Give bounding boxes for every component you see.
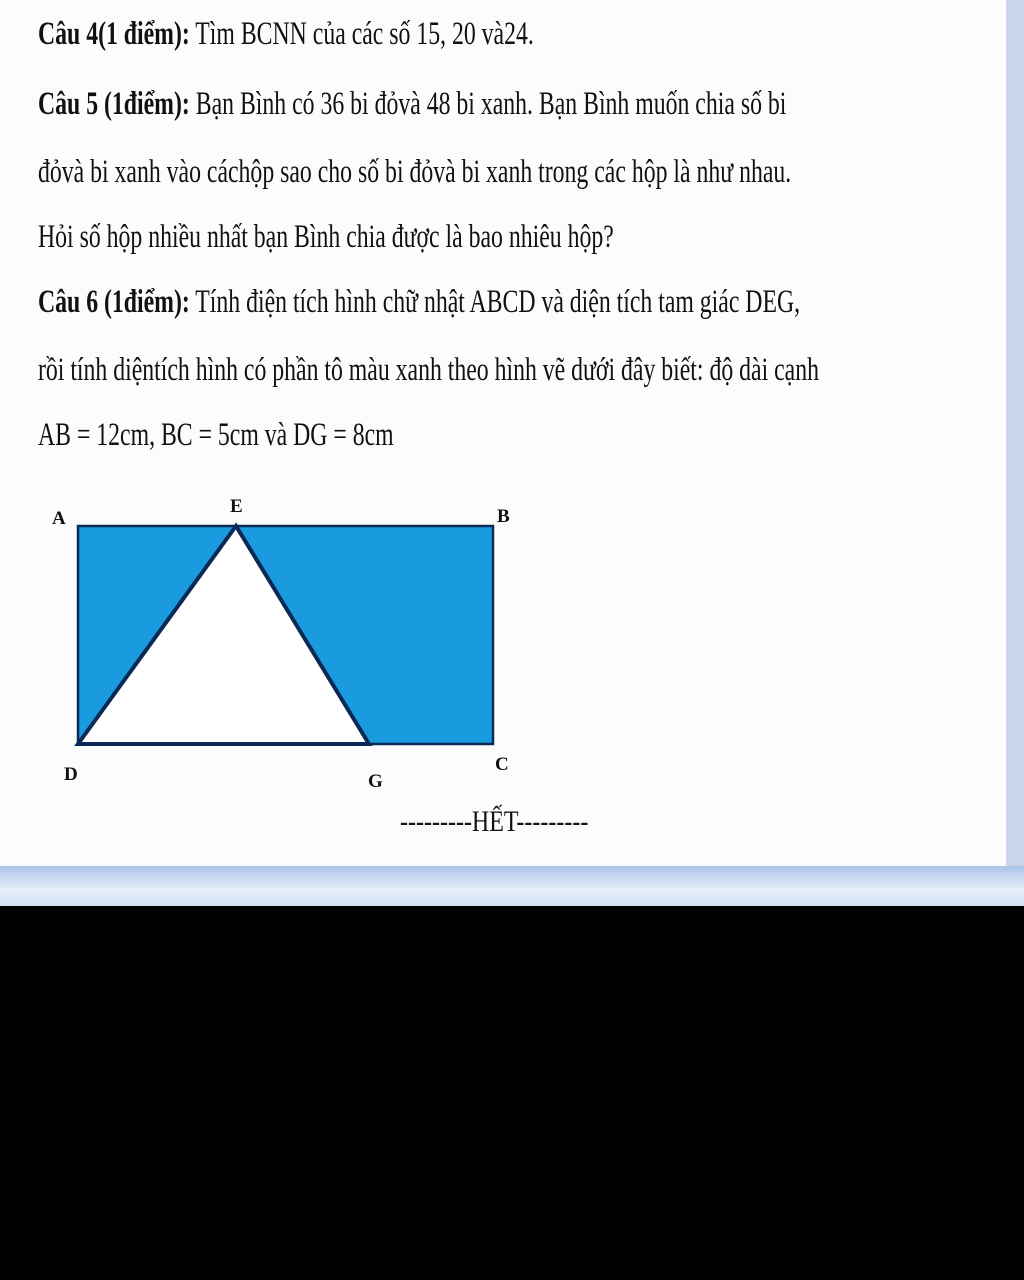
question-6-line-3: AB = 12cm, BC = 5cm và DG = 8cm: [38, 417, 394, 453]
label-b: B: [497, 506, 510, 527]
label-d: D: [64, 764, 78, 785]
question-5-line-3: Hỏi số hộp nhiều nhất bạn Bình chia được là bao nhiêu hộp?: [38, 219, 614, 255]
question-6-text-1: Tính điện tích hình chữ nhật ABCD và diện tích tam giác DEG,: [189, 284, 801, 320]
question-5-line-2: đỏvà bi xanh vào cáchộp sao cho số bi đỏvà bi xanh trong các hộp là như nhau.: [38, 154, 792, 190]
question-6-line-2: rồi tính diệntích hình có phần tô màu xanh theo hình vẽ dưới đây biết: độ dài cạnh: [38, 352, 819, 388]
question-4-heading: Câu 4(1 điểm):: [38, 16, 190, 52]
end-marker: ---------HẾT---------: [400, 805, 589, 838]
question-5-heading: Câu 5 (1điểm):: [38, 86, 190, 122]
question-4-text: Tìm BCNN của các số 15, 20 và24.: [189, 16, 534, 52]
label-e: E: [230, 496, 243, 517]
question-6-heading: Câu 6 (1điểm):: [38, 284, 190, 320]
question-5-text-1: Bạn Bình có 36 bi đỏvà 48 bi xanh. Bạn Bình muốn chia số bi: [189, 86, 787, 122]
window-bottom-bar: [0, 866, 1024, 906]
label-g: G: [368, 771, 383, 792]
window-right-edge: [1006, 0, 1024, 866]
label-a: A: [52, 508, 66, 529]
label-c: C: [495, 754, 509, 775]
